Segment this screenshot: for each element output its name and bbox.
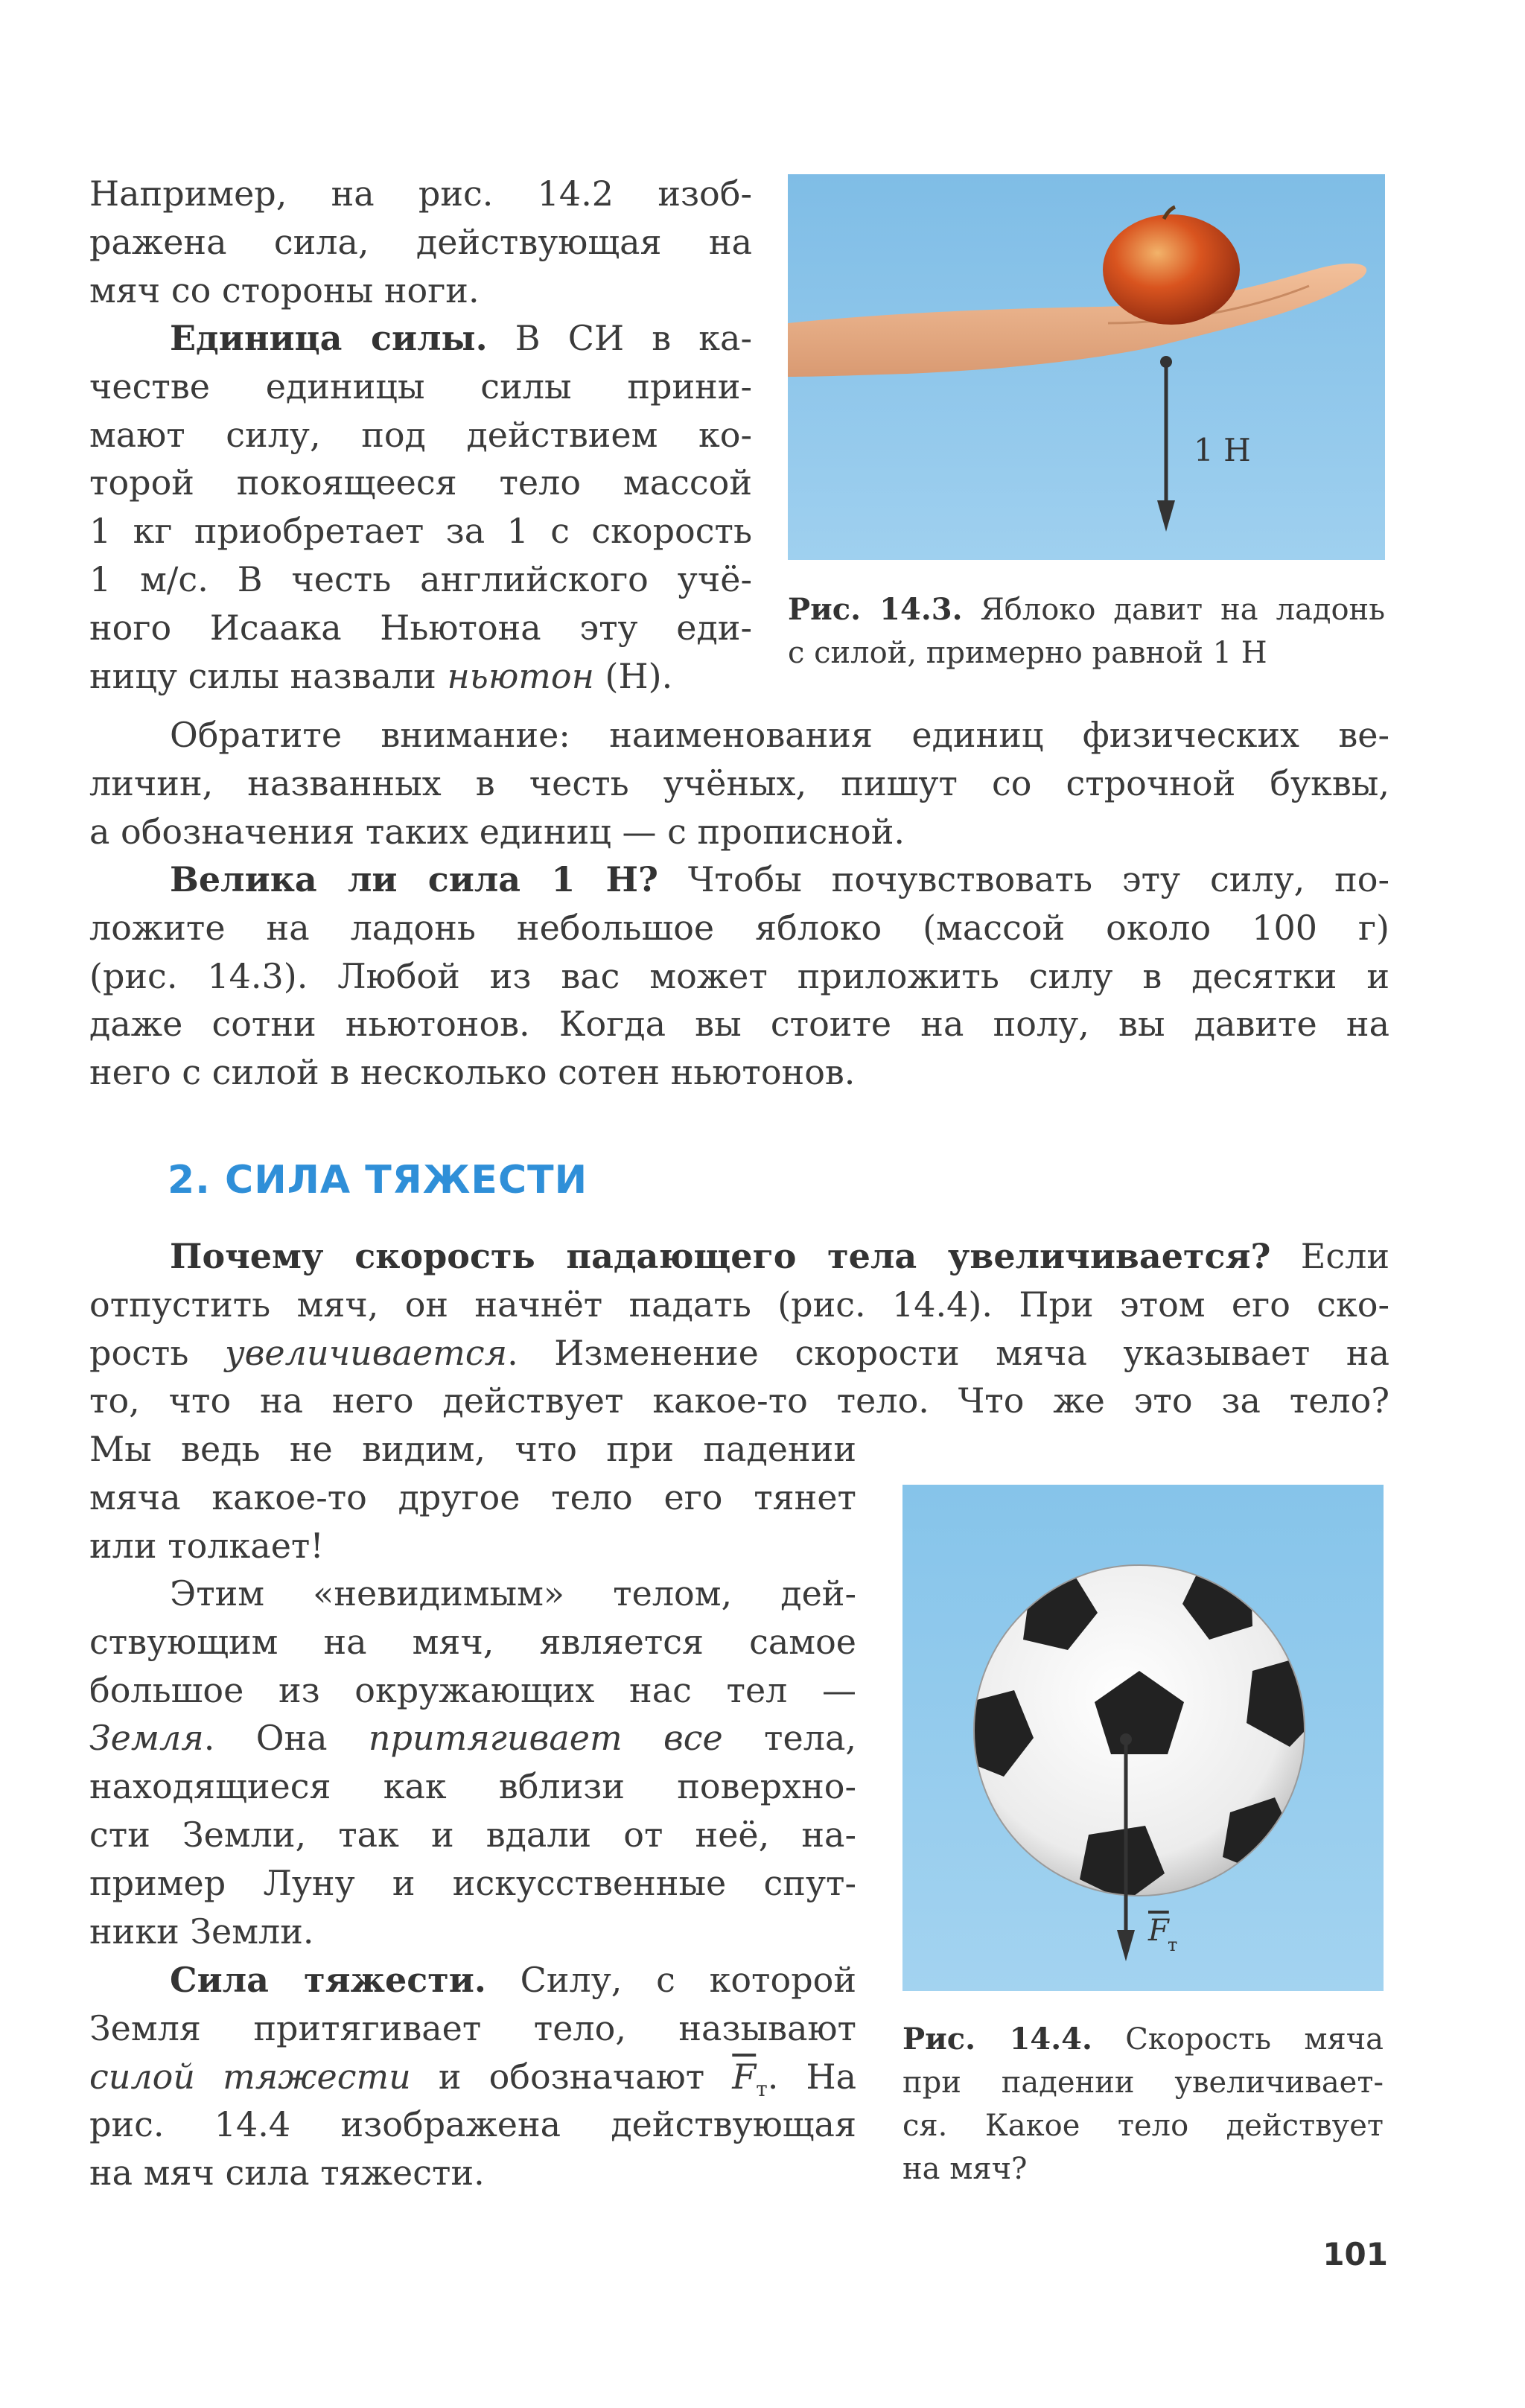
- soccer-ball-illustration: [902, 1485, 1384, 1991]
- text-span: и обозначают: [410, 2056, 733, 2097]
- text-line: сти Земли, так и вдали от неё, на-: [89, 1814, 856, 1855]
- text-line: на мяч сила тяжести.: [89, 2153, 485, 2194]
- gravity-arrow-origin: [1120, 1733, 1132, 1745]
- caption-line: [788, 588, 1385, 631]
- paragraph-falling-speed-narrow: [89, 1425, 856, 1570]
- text-line: [89, 1329, 1389, 1377]
- caption-figure-14-4: [902, 2018, 1384, 2191]
- text-span: тела,: [722, 1718, 856, 1759]
- text-line: 1 м/с. В честь английского учё-: [89, 558, 752, 599]
- text-line: личин, названных в честь учёных, пишут со строчной буквы,: [89, 762, 1389, 803]
- apple-icon: [1103, 214, 1240, 325]
- text-line: большое из окружающих нас тел —: [89, 1669, 856, 1710]
- text-line: ники Земли.: [89, 1911, 314, 1952]
- text-line: а обозначения таких единиц — с прописной.: [89, 811, 905, 852]
- text-line: него с силой в несколько сотен ньютонов.: [89, 1052, 856, 1093]
- bold-term: Сила тяжести.: [170, 1960, 486, 2000]
- text-span: рость: [89, 1332, 225, 1373]
- force-symbol-subscript: т: [756, 2076, 768, 2101]
- gravity-label: F: [1148, 1914, 1169, 1948]
- text-line: рис. 14.4 изображена действующая: [89, 2104, 856, 2145]
- figure-falling-ball: [902, 1485, 1384, 1991]
- text-line: [89, 1714, 856, 1762]
- text-line: ствующим на мяч, является самое: [89, 1621, 856, 1662]
- text-span: . На: [767, 2056, 856, 2097]
- bold-term: Велика ли сила 1 Н?: [170, 859, 658, 899]
- text-line: Этим «невидимым» телом, дей-: [170, 1573, 856, 1614]
- text-line: [89, 652, 752, 701]
- text-span: . Изменение скорости мяча указывает на: [507, 1332, 1389, 1373]
- paragraph-intro: [89, 170, 752, 314]
- page-number: 101: [1322, 2236, 1388, 2272]
- caption-line: [902, 2018, 1384, 2061]
- section-heading: 2. СИЛА ТЯЖЕСТИ: [168, 1158, 588, 1203]
- text-span: . Она: [203, 1718, 369, 1759]
- force-label: 1 Н: [1194, 432, 1251, 468]
- figure-apple-on-palm: [788, 174, 1385, 560]
- caption-line: ся. Какое тело действует: [902, 2109, 1384, 2143]
- caption-line: на мяч?: [902, 2152, 1028, 2186]
- force-symbol: [732, 2053, 767, 2114]
- text-span: В СИ в ка-: [487, 318, 752, 358]
- text-span: Скорость мяча: [1092, 2022, 1384, 2057]
- text-line: [89, 1232, 1389, 1281]
- caption-figure-14-3: [788, 588, 1385, 675]
- text-line: ложите на ладонь небольшое яблоко (массой около 100 г): [89, 907, 1389, 948]
- italic-term: притягивает все: [368, 1718, 723, 1759]
- text-span: Яблоко давит на ладонь: [962, 593, 1385, 627]
- text-line: [89, 314, 752, 363]
- text-line: находящиеся как вблизи поверхно-: [89, 1766, 856, 1807]
- paragraph-note: [89, 711, 1389, 856]
- bold-term: Единица силы.: [170, 318, 488, 358]
- paragraph-gravity-force: [89, 1956, 856, 2197]
- text-line: [89, 856, 1389, 904]
- text-line: пример Луну и искусственные спут-: [89, 1862, 856, 1903]
- italic-term: силой тяжести: [89, 2056, 411, 2097]
- text-line: честве единицы силы прини-: [89, 366, 752, 407]
- text-line: Обратите внимание: наименования единиц физических ве-: [170, 715, 1389, 755]
- text-line: (рис. 14.3). Любой из вас может приложить силу в десятки и: [89, 955, 1389, 996]
- text-line: то, что на него действует какое-то тело. Что же это за тело?: [89, 1380, 1389, 1421]
- force-arrow-origin: [1160, 356, 1172, 368]
- text-line: [89, 2053, 856, 2101]
- text-line: отпустить мяч, он начнёт падать (рис. 14.4). При этом его ско-: [89, 1284, 1389, 1325]
- text-span: Если: [1270, 1236, 1389, 1276]
- apple-palm-illustration: [788, 174, 1385, 560]
- text-line: 1 кг приобретает за 1 с скорость: [89, 511, 752, 552]
- italic-term: Земля: [89, 1718, 204, 1759]
- text-span: (Н).: [593, 655, 673, 696]
- caption-line: с силой, примерно равной 1 Н: [788, 636, 1267, 670]
- paragraph-falling-speed: [89, 1232, 1389, 1425]
- caption-label: Рис. 14.3.: [788, 592, 963, 627]
- paragraph-earth: [89, 1570, 856, 1955]
- text-line: даже сотни ньютонов. Когда вы стоите на полу, вы давите на: [89, 1004, 1389, 1045]
- text-span: Чтобы почувствовать эту силу, по-: [658, 859, 1390, 899]
- text-line: Например, на рис. 14.2 изоб-: [89, 173, 752, 214]
- text-span: ницу силы назвали: [89, 655, 448, 696]
- bold-term: Почему скорость падающего тела увеличивается?: [170, 1236, 1271, 1276]
- text-line: Земля притягивает тело, называют: [89, 2007, 856, 2048]
- text-line: мают силу, под действием ко-: [89, 414, 752, 455]
- italic-term: ньютон: [447, 655, 594, 696]
- text-line: или толкает!: [89, 1525, 324, 1566]
- text-line: торой покоящееся тело массой: [89, 462, 752, 503]
- text-line: ражена сила, действующая на: [89, 221, 752, 262]
- paragraph-unit-of-force: [89, 314, 752, 700]
- paragraph-how-big-is-1n: [89, 856, 1389, 1097]
- italic-term: увеличивается: [224, 1332, 508, 1373]
- text-line: мяч со стороны ноги.: [89, 270, 480, 310]
- text-line: Мы ведь не видим, что при падении: [89, 1429, 856, 1469]
- text-line: [89, 1956, 856, 2004]
- force-symbol-letter: $\overline{F}$: [732, 2056, 757, 2097]
- text-line: ного Исаака Ньютона эту еди-: [89, 607, 752, 648]
- caption-line: при падении увеличивает-: [902, 2065, 1384, 2100]
- gravity-label-subscript: т: [1168, 1934, 1178, 1955]
- caption-label: Рис. 14.4.: [902, 2022, 1092, 2057]
- text-span: Силу, с которой: [485, 1960, 856, 2000]
- text-line: мяча какое-то другое тело его тянет: [89, 1477, 856, 1517]
